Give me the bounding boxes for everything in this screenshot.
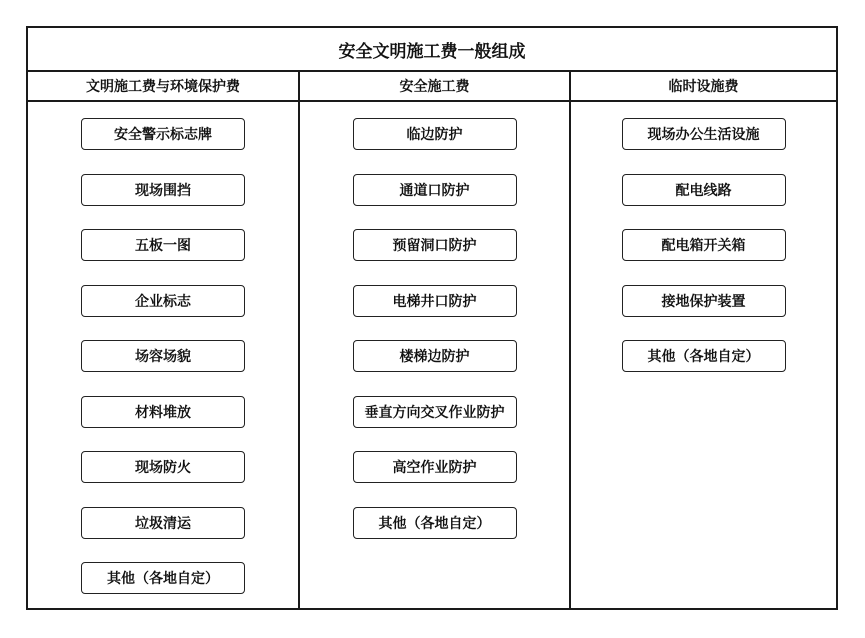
column-temporary-facilities [569,72,836,608]
item-box: 企业标志 [81,285,245,317]
diagram-title: 安全文明施工费一般组成 [28,28,836,72]
item-box: 其他（各地自定） [353,507,517,539]
item-box: 配电箱开关箱 [622,229,786,261]
item-box: 现场办公生活设施 [622,118,786,150]
column-civilized-environment [28,72,298,608]
item-box: 接地保护装置 [622,285,786,317]
item-box: 通道口防护 [353,174,517,206]
item-list [300,102,569,562]
item-box: 临边防护 [353,118,517,150]
item-box: 垂直方向交叉作业防护 [353,396,517,428]
item-box: 预留洞口防护 [353,229,517,261]
column-header: 文明施工费与环境保护费 [28,72,298,102]
item-box: 楼梯边防护 [353,340,517,372]
diagram-frame [26,26,838,610]
item-box: 其他（各地自定） [81,562,245,594]
columns-container [28,72,836,608]
item-box: 配电线路 [622,174,786,206]
item-box: 电梯井口防护 [353,285,517,317]
item-box: 垃圾清运 [81,507,245,539]
column-header: 临时设施费 [571,72,836,102]
item-list [571,102,836,396]
item-box: 高空作业防护 [353,451,517,483]
item-box: 其他（各地自定） [622,340,786,372]
column-safety-construction [298,72,569,608]
item-box: 安全警示标志牌 [81,118,245,150]
item-box: 材料堆放 [81,396,245,428]
column-header: 安全施工费 [300,72,569,102]
item-box: 五板一图 [81,229,245,261]
item-box: 场容场貌 [81,340,245,372]
item-list [28,102,298,618]
item-box: 现场围挡 [81,174,245,206]
item-box: 现场防火 [81,451,245,483]
